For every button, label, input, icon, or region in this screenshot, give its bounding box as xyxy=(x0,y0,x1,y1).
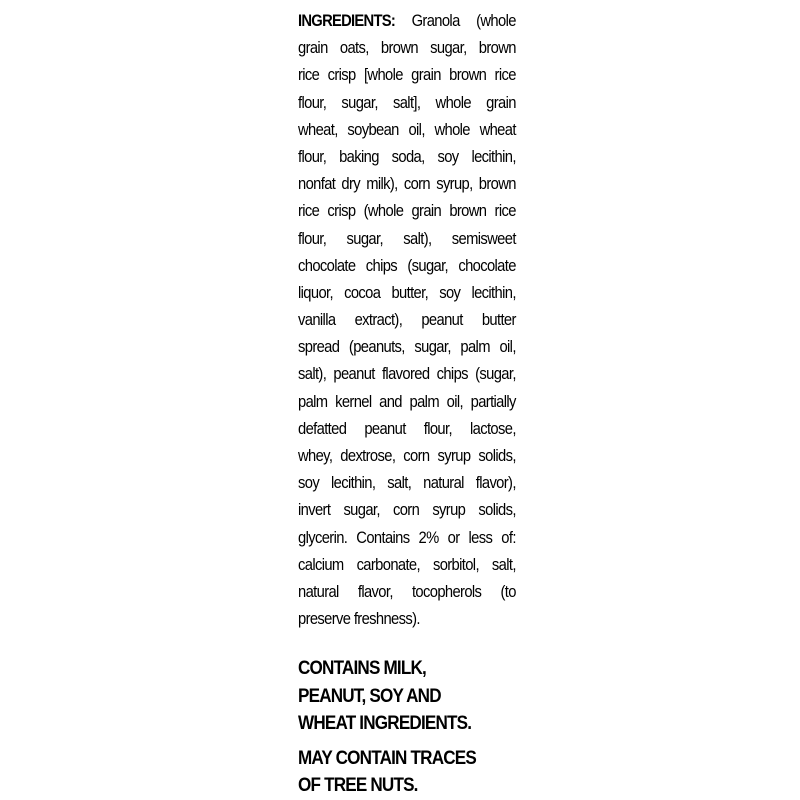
ingredients-line: soy lecithin, salt, natural flavor), xyxy=(298,474,516,493)
ingredients-line: preserve freshness). xyxy=(298,610,420,629)
allergen-line: CONTAINS MILK, xyxy=(298,658,426,680)
ingredients-line: rice crisp [whole grain brown rice xyxy=(298,66,516,85)
traces-statement xyxy=(298,745,516,800)
ingredients-line: flour, baking soda, soy lecithin, xyxy=(298,147,516,166)
ingredients-line: defatted peanut flour, lactose, xyxy=(298,419,516,438)
ingredients-line: vanilla extract), peanut butter xyxy=(298,311,516,330)
allergen-statement xyxy=(298,655,516,738)
ingredients-line xyxy=(298,8,516,35)
ingredients-line-text: Granola (whole xyxy=(411,12,516,30)
ingredients-heading: INGREDIENTS: xyxy=(298,12,396,30)
ingredients-line: glycerin. Contains 2% or less of: xyxy=(298,528,516,547)
ingredients-line: spread (peanuts, sugar, palm oil, xyxy=(298,338,516,357)
traces-line: OF TREE NUTS. xyxy=(298,775,418,797)
ingredients-line: liquor, cocoa butter, soy lecithin, xyxy=(298,283,516,302)
ingredients-line: natural flavor, tocopherols (to xyxy=(298,582,516,601)
traces-line: MAY CONTAIN TRACES xyxy=(298,747,476,769)
ingredients-line: wheat, soybean oil, whole wheat xyxy=(298,120,516,139)
ingredients-line: grain oats, brown sugar, brown xyxy=(298,39,516,58)
ingredients-line: nonfat dry milk), corn syrup, brown xyxy=(298,175,516,194)
ingredients-line: chocolate chips (sugar, chocolate xyxy=(298,256,516,275)
ingredients-line: flour, sugar, salt], whole grain xyxy=(298,93,516,112)
allergen-line: WHEAT INGREDIENTS. xyxy=(298,713,472,735)
ingredients-line: invert sugar, corn syrup solids, xyxy=(298,501,516,520)
ingredients-statement xyxy=(298,8,516,633)
ingredients-line: calcium carbonate, sorbitol, salt, xyxy=(298,555,516,574)
ingredients-line: flour, sugar, salt), semisweet xyxy=(298,229,516,248)
allergen-line: PEANUT, SOY AND xyxy=(298,685,441,707)
ingredients-line: salt), peanut flavored chips (sugar, xyxy=(298,365,516,384)
ingredients-line: palm kernel and palm oil, partially xyxy=(298,392,516,411)
ingredients-line: whey, dextrose, corn syrup solids, xyxy=(298,447,516,465)
ingredients-line: rice crisp (whole grain brown rice xyxy=(298,202,516,221)
ingredients-panel xyxy=(298,8,516,800)
